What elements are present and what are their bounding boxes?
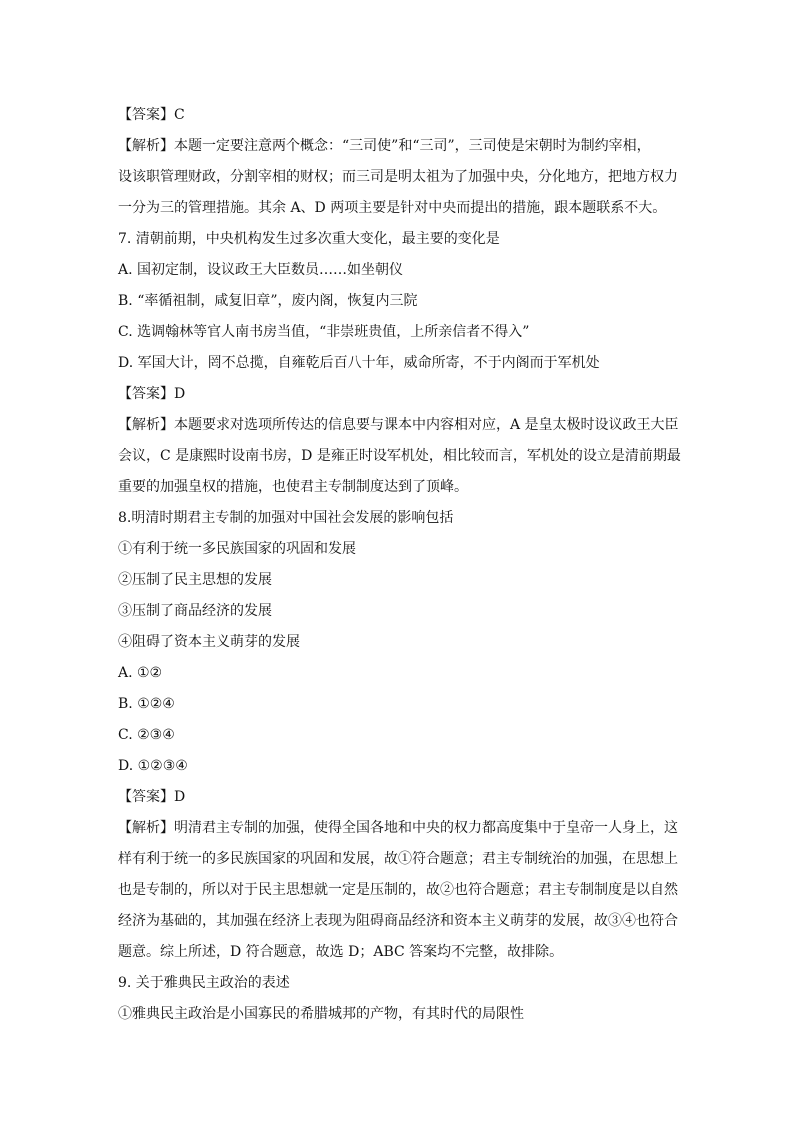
q8-item-2: ②压制了民主思想的发展 xyxy=(118,572,272,588)
answer-value: D xyxy=(174,386,186,402)
q8-item-4: ④阻碍了资本主义萌芽的发展 xyxy=(118,634,300,650)
q6-analysis-line-3: 一分为三的管理措施。其余 A、D 两项主要是针对中央而提出的措施，跟本题联系不大。 xyxy=(118,200,667,216)
q6-answer xyxy=(118,100,680,131)
q8-option-a: A. ①② xyxy=(118,665,163,681)
q7-option-d: D. 军国大计，罔不总揽，自雍乾后百八十年，威命所寄，不于内阁而于军机处 xyxy=(118,355,600,371)
q9-item-1: ①雅典民主政治是小国寡民的希腊城邦的产物，有其时代的局限性 xyxy=(118,1006,524,1022)
analysis-tag: 【解析】 xyxy=(118,820,174,836)
answer-value: C xyxy=(174,107,185,123)
answer-tag: 【答案】 xyxy=(118,107,174,123)
q8-option-b: B. ①②④ xyxy=(118,696,175,712)
answer-tag: 【答案】 xyxy=(118,386,174,402)
q9-stem: 9. 关于雅典民主政治的表述 xyxy=(118,975,290,991)
q7-option-a: A. 国初定制，设议政王大臣数员……如坐朝仪 xyxy=(118,262,404,278)
q8-item-1: ①有利于统一多民族国家的巩固和发展 xyxy=(118,541,356,557)
q7-option-b: B. “率循祖制，咸复旧章”，废内阁，恢复内三院 xyxy=(118,293,418,309)
q7-stem: 7. 清朝前期，中央机构发生过多次重大变化，最主要的变化是 xyxy=(118,231,500,247)
q8-analysis-line-5: 题意。综上所述，D 符合题意，故选 D；ABC 答案均不完整，故排除。 xyxy=(118,944,564,960)
q8-option-d: D. ①②③④ xyxy=(118,758,188,774)
analysis-text: 明清君主专制的加强，使得全国各地和中央的权力都高度集中于皇帝一人身上，这 xyxy=(174,820,678,836)
q8-option-c: C. ②③④ xyxy=(118,727,175,743)
q8-analysis-line-3: 也是专制的，所以对于民主思想就一定是压制的，故②也符合题意；君主专制制度是以自然 xyxy=(118,882,678,898)
answer-tag: 【答案】 xyxy=(118,789,174,805)
analysis-text: 本题要求对选项所传达的信息要与课本中内容相对应，A 是皇太极时设议政王大臣 xyxy=(174,417,679,433)
analysis-tag: 【解析】 xyxy=(118,138,174,154)
q8-analysis-line-2: 样有利于统一的多民族国家的巩固和发展，故①符合题意；君主专制统治的加强，在思想上 xyxy=(118,851,678,867)
q7-analysis-line-1 xyxy=(118,410,680,441)
q8-analysis-line-1 xyxy=(118,813,680,844)
q6-analysis-line-2: 设该职管理财政，分割宰相的财权；而三司是明太祖为了加强中央，分化地方，把地方权力 xyxy=(118,169,678,185)
q7-answer xyxy=(118,379,680,410)
analysis-text: 本题一定要注意两个概念：“三司使”和“三司”，三司使是宋朝时为制约宰相， xyxy=(174,138,651,154)
document-page xyxy=(118,100,680,1030)
q6-analysis-line-1 xyxy=(118,131,680,162)
answer-value: D xyxy=(174,789,186,805)
q7-analysis-line-2: 会议，C 是康熙时设南书房，D 是雍正时设军机处，相比较而言，军机处的设立是清前期最 xyxy=(118,448,681,464)
q7-analysis-line-3: 重要的加强皇权的措施，也使君主专制制度达到了顶峰。 xyxy=(118,479,468,495)
analysis-tag: 【解析】 xyxy=(118,417,174,433)
q7-option-c: C. 选调翰林等官人南书房当值，“非崇班贵值，上所亲信者不得入” xyxy=(118,324,530,340)
q8-answer xyxy=(118,782,680,813)
q8-stem: 8.明清时期君主专制的加强对中国社会发展的影响包括 xyxy=(118,510,454,526)
q8-item-3: ③压制了商品经济的发展 xyxy=(118,603,272,619)
q8-analysis-line-4: 经济为基础的，其加强在经济上表现为阻碍商品经济和资本主义萌芽的发展，故③④也符合 xyxy=(118,913,678,929)
